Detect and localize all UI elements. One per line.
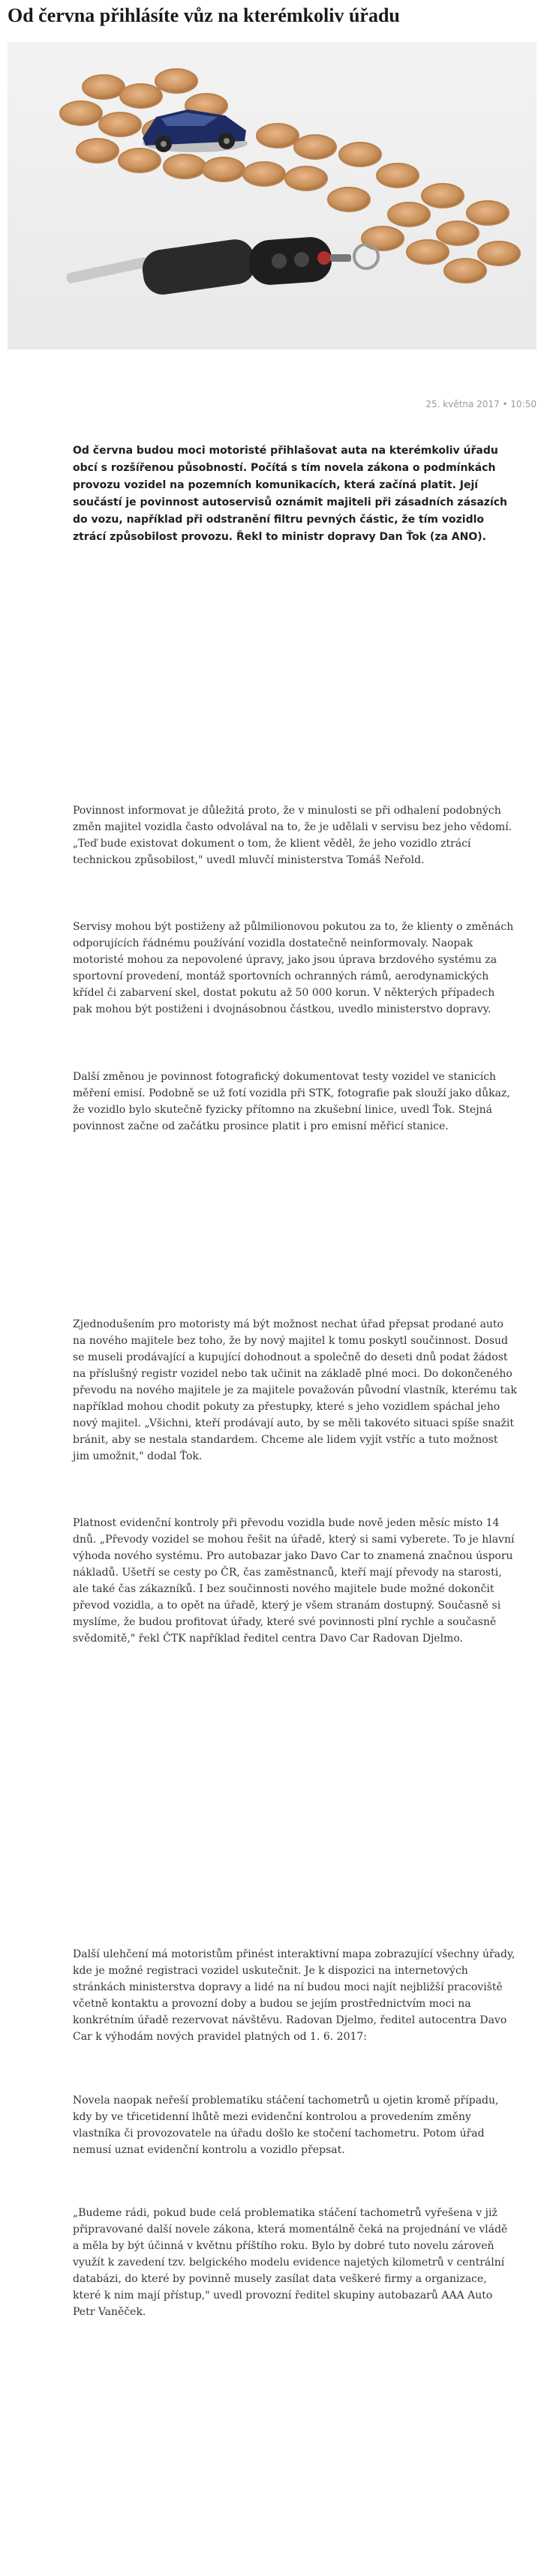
body-paragraph: Další ulehčení má motoristům přinést interaktivní mapa zobrazující všechny úřady, kde je možné registraci vozidel uskutečnit. Je k dispozici na internetových stránkách ministerstva dopravy a lidé na ní budou moci najít nejbližší pracoviště včetně kontaktu a provozní doby a budou se jejím prostřednictvím moci na konkrétním úřadě rezervovat návštěvu. Radovan Djelmo, ředitel autocentra Davo Car k výhodám nových pravidel platných od 1. 6. 2017: xyxy=(73,1948,515,2043)
article-lead xyxy=(73,442,517,546)
body-paragraph: Servisy mohou být postiženy až půlmilionovou pokutou za to, že klienty o změnách odporujících řádnému používání vozidla dostatečně neinformovaly. Naopak motoristé mohou za nepovolené úpravy, jako jsou úprava brzdového systému za sportovní provedení, montáž sportovních ochranných rámů, aerodynamických křídel či zabarvení skel, dostat pokutu až 50 000 korun. V některých případech pak mohou být postiženi i dvojnásobnou částkou, uvedlo ministerstvo dopravy. xyxy=(73,921,514,1015)
article-body-block-4 xyxy=(73,1316,517,1465)
article-body-block-1 xyxy=(73,802,517,868)
article-body-block-3 xyxy=(73,1069,517,1135)
article-body-block-2 xyxy=(73,919,517,1018)
article-body-block-5 xyxy=(73,1515,517,1647)
body-paragraph: Zjednodušením pro motoristy má být možnost nechat úřad přepsat prodané auto na nového majitele bez toho, že by nový majitel k tomu poskytl součinnost. Dosud se museli prodávající a kupující dohodnout a společně do deseti dnů podat žádost na příslušný registr vozidel nebo tak učinit na základě plné moci. Do dokončeného převodu na nového majitele je za majitele považován původní vlastník, kterému tak například mohou chodit pokuty za přestupky, které s jeho vozidlem spáchal jeho nový majitel. „Všichni, kteří prodávají auto, by se měli takovéto situaci spíše snažit bránit, aby se nestala standardem. Chceme ale lidem vyjít vstříc a tuto možnost jim umožnit," dodal Ťok. xyxy=(73,1318,517,1462)
article-date: 25. května 2017 • 10:50 xyxy=(425,399,536,409)
body-paragraph: Další změnou je povinnost fotografický dokumentovat testy vozidel ve stanicích měření emisí. Podobně se už fotí vozidla při STK, fotografie pak slouží jako důkaz, že vozidlo bylo skutečně fyzicky přítomno na zkušební linice, uvedl Ťok. Stejná povinnost začne od začátku prosince platit i pro emisní měřicí stanice. xyxy=(73,1071,510,1132)
hero-photo xyxy=(8,42,536,349)
article-body-block-8 xyxy=(73,2205,517,2320)
article-title: Od června přihlásíte vůz na kterémkoliv úřadu xyxy=(8,4,400,26)
body-paragraph: Povinnost informovat je důležitá proto, že v minulosti se při odhalení podobných změn majitel vozidla často odvolával na to, že je udělali v servisu bez jeho vědomí. „Teď bude existovat dokument o tom, že klient věděl, že jeho vozidlo ztrácí technickou způsobilost," uvedl mluvčí ministerstva Tomáš Neřold. xyxy=(73,805,512,866)
body-paragraph: „Budeme rádi, pokud bude celá problematika stáčení tachometrů vyřešena v již připravované další novele zákona, která momentálně čeká na projednání ve vládě a měla by být účinná v květnu příštího roku. Bylo by dobré tuto novelu zároveň využít k zavedení tzv. belgického modelu evidence najetých kilometrů v centrální databázi, do které by povinně musely zasílat data veškeré firmy a organizace, které k nim mají přístup," uvedl provozní ředitel skupiny autobazarů AAA Auto Petr Vaněček. xyxy=(73,2207,508,2318)
article-body-block-6 xyxy=(73,1946,517,2045)
car-key-graphic xyxy=(66,235,378,297)
body-paragraph: Platnost evidenční kontroly při převodu vozidla bude nově jeden měsíc místo 14 dnů. „Převody vozidel se mohou řešit na úřadě, který si sami vyberete. To je hlavní výhoda nového systému. Pro autobazar jako Davo Car to znamená značnou úsporu nákladů. Ušetří se cesty po ČR, čas zaměstnanců, kteří mají převody na starosti, ale také čas zákazníků. I bez součinnosti nového majitele bude možné dokončit převod vozidla, a to opět na úřadě, který je všem stranám dostupný. Současně si myslíme, že budou profitovat úřady, které své povinnosti plní rychle a současně svědomitě," řekl ČTK například ředitel centra Davo Car Radovan Djelmo. xyxy=(73,1517,515,1645)
lead-paragraph: Od června budou moci motoristé přihlašovat auta na kterémkoliv úřadu obcí s rozšířenou působností. Počítá s tím novela zákona o podmínkách provozu vozidel na pozemních komunikacích, která začíná platit. Její součástí je povinnost autoservisů oznámit majiteli při zásadních zásazích do vozu, například při odstranění filtru pevných částic, že tím vozidlo ztrácí způsobilost provozu. Řekl to ministr dopravy Dan Ťok (za ANO). xyxy=(73,445,508,543)
toy-car-graphic xyxy=(143,109,248,152)
body-paragraph: Novela naopak neřeší problematiku stáčení tachometrů u ojetin kromě případu, kdy by ve třicetidenní lhůtě mezi evidenční kontrolou a provedením změny vlastníka či provozovatele na úřadu došlo ke stočení tachometru. Potom úřad nemusí uznat evidenční kontrolu a vozidlo přepsat. xyxy=(73,2095,499,2156)
article-body-block-7 xyxy=(73,2092,517,2158)
